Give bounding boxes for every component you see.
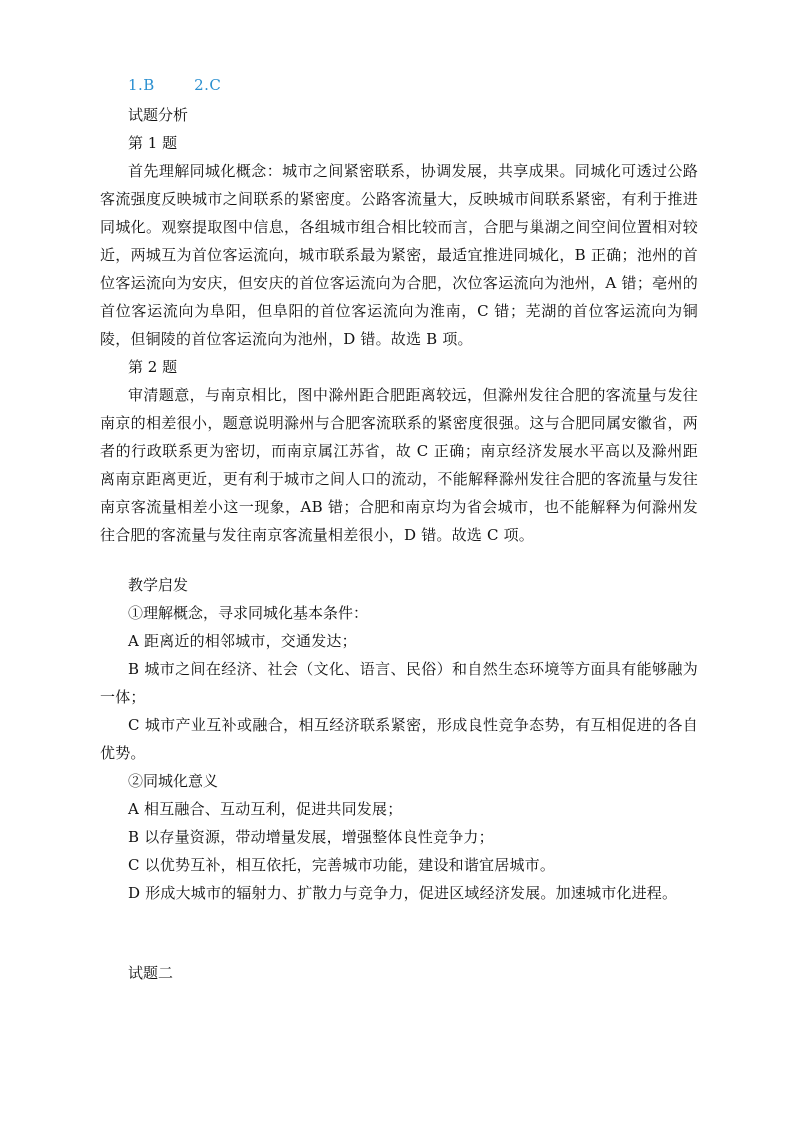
analysis-heading: 试题分析 <box>128 106 189 124</box>
meaning-item: C 以优势互补，相互依托，完善城市功能，建设和谐宜居城市。 <box>128 856 556 874</box>
section-spacer <box>100 549 698 571</box>
answer-key <box>128 76 221 94</box>
conditions-label: ①理解概念，寻求同城化基本条件： <box>128 604 369 622</box>
answer-2: 2.C <box>194 76 222 94</box>
meaning-item: D 形成大城市的辐射力、扩散力与竞争力，促进区域经济发展。加速城市化进程。 <box>128 884 678 902</box>
question-2-label: 第 2 题 <box>128 358 178 376</box>
question-1-label: 第 1 题 <box>128 134 178 152</box>
meaning-item: A 相互融合、互动互利，促进共同发展； <box>128 800 403 818</box>
condition-item: A 距离近的相邻城市，交通发达； <box>128 632 357 650</box>
section-spacer <box>100 907 698 959</box>
question-2-analysis: 审清题意，与南京相比，图中滁州距合肥距离较远，但滁州发往合肥的客流量与发往南京的相差很小，题意说明滁州与合肥客流联系的紧密度很强。这与合肥同属安徽省，两者的行政联系更为密切，而南京属江苏省，故 C 正确；南京经济发展水平高以及滁州距离南京距离更近，更有利于城市之间人口的流动，不能解释滁州发往合肥的客流量与发往南京客流量相差小这一现象，AB 错；合肥和南京均为省会城市，也不能解释为何滁州发往合肥的客流量与发往南京客流量相差很小，D 错。故选 C 项。 <box>100 386 698 544</box>
next-section-heading: 试题二 <box>128 964 174 982</box>
question-1-analysis: 首先理解同城化概念：城市之间紧密联系，协调发展，共享成果。同城化可透过公路客流强度反映城市之间联系的紧密度。公路客流量大，反映城市间联系紧密，有利于推进同城化。观察提取图中信息，各组城市组合相比较而言，合肥与巢湖之间空间位置相对较近，两城互为首位客运流向，城市联系最为紧密，最适宜推进同城化，B 正确；池州的首位客运流向为安庆，但安庆的首位客运流向为合肥，次位客运流向为池州，A 错；亳州的首位客运流向为阜阳，但阜阳的首位客运流向为淮南，C 错；芜湖的首位客运流向为铜陵，但铜陵的首位客运流向为池州，D 错。故选 B 项。 <box>100 162 698 348</box>
meaning-item: B 以存量资源，带动增量发展，增强整体良性竞争力； <box>128 828 494 846</box>
meaning-label: ②同城化意义 <box>128 772 219 790</box>
teaching-heading: 教学启发 <box>128 576 189 594</box>
document-body <box>100 101 698 987</box>
condition-item: C 城市产业互补或融合，相互经济联系紧密，形成良性竞争态势，有互相促进的各自优势。 <box>100 716 698 762</box>
answer-1: 1.B <box>128 76 155 94</box>
condition-item: B 城市之间在经济、社会（文化、语言、民俗）和自然生态环境等方面具有能够融为一体； <box>100 660 698 706</box>
